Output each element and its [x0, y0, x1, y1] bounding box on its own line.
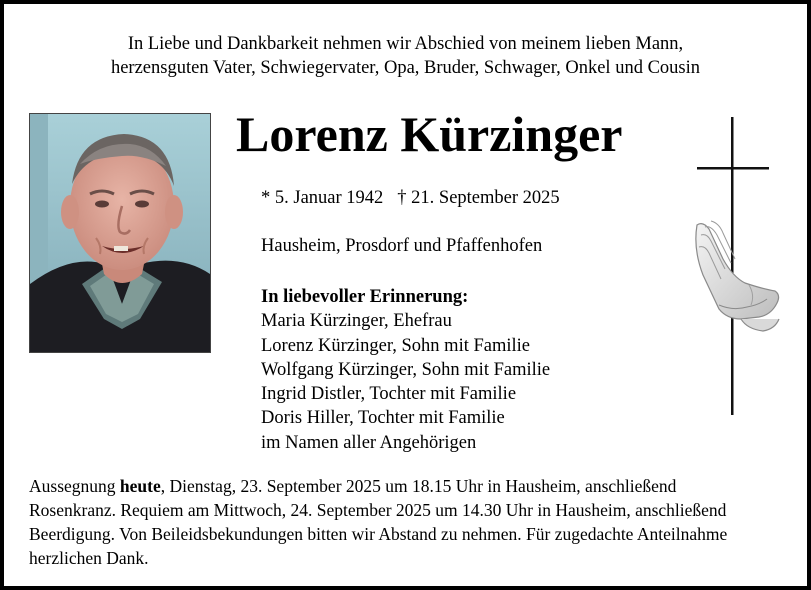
praying-hands-icon [689, 219, 781, 339]
service-line: herzlichen Dank. [29, 548, 149, 568]
service-line: Rosenkranz. Requiem am Mittwoch, 24. September 2025 um 14.30 Uhr in Hausheim, anschließend [29, 500, 727, 520]
service-text: , Dienstag, 23. September 2025 um 18.15 Uhr in Hausheim, anschließend [160, 476, 677, 496]
mourner-item: Doris Hiller, Tochter mit Familie [261, 408, 505, 429]
mourners-heading: In liebevoller Erinnerung: [261, 287, 469, 307]
intro-line: In Liebe und Dankbarkeit nehmen wir Abschied von meinem lieben Mann, [127, 34, 684, 54]
mourner-item: Maria Kürzinger, Ehefrau [261, 311, 452, 332]
birth-date: * 5. Januar 1942 [261, 188, 384, 208]
deceased-name: Lorenz Kürzinger [236, 106, 623, 162]
service-highlight: heute [119, 476, 161, 496]
service-text: Aussegnung [29, 476, 120, 496]
mourner-item: Ingrid Distler, Tochter mit Familie [261, 384, 517, 405]
service-line [29, 474, 789, 498]
places: Hausheim, Prosdorf und Pfaffenhofen [261, 236, 543, 256]
death-date: † 21. September 2025 [397, 188, 560, 208]
obituary-notice [4, 4, 807, 586]
intro-line: herzensguten Vater, Schwiegervater, Opa, Bruder, Schwager, Onkel und Cousin [110, 58, 701, 78]
portrait-photo [29, 113, 211, 353]
mourner-item: im Namen aller Angehörigen [261, 432, 477, 453]
mourners-list [261, 285, 550, 455]
life-dates [261, 186, 560, 210]
mourner-item: Lorenz Kürzinger, Sohn mit Familie [261, 335, 530, 356]
service-line: Beerdigung. Von Beileidsbekundungen bitten wir Abstand zu nehmen. Für zugedachte Anteilnahme [29, 524, 728, 544]
mourner-item: Wolfgang Kürzinger, Sohn mit Familie [261, 359, 551, 380]
intro-text [4, 32, 807, 80]
service-info [29, 474, 789, 570]
